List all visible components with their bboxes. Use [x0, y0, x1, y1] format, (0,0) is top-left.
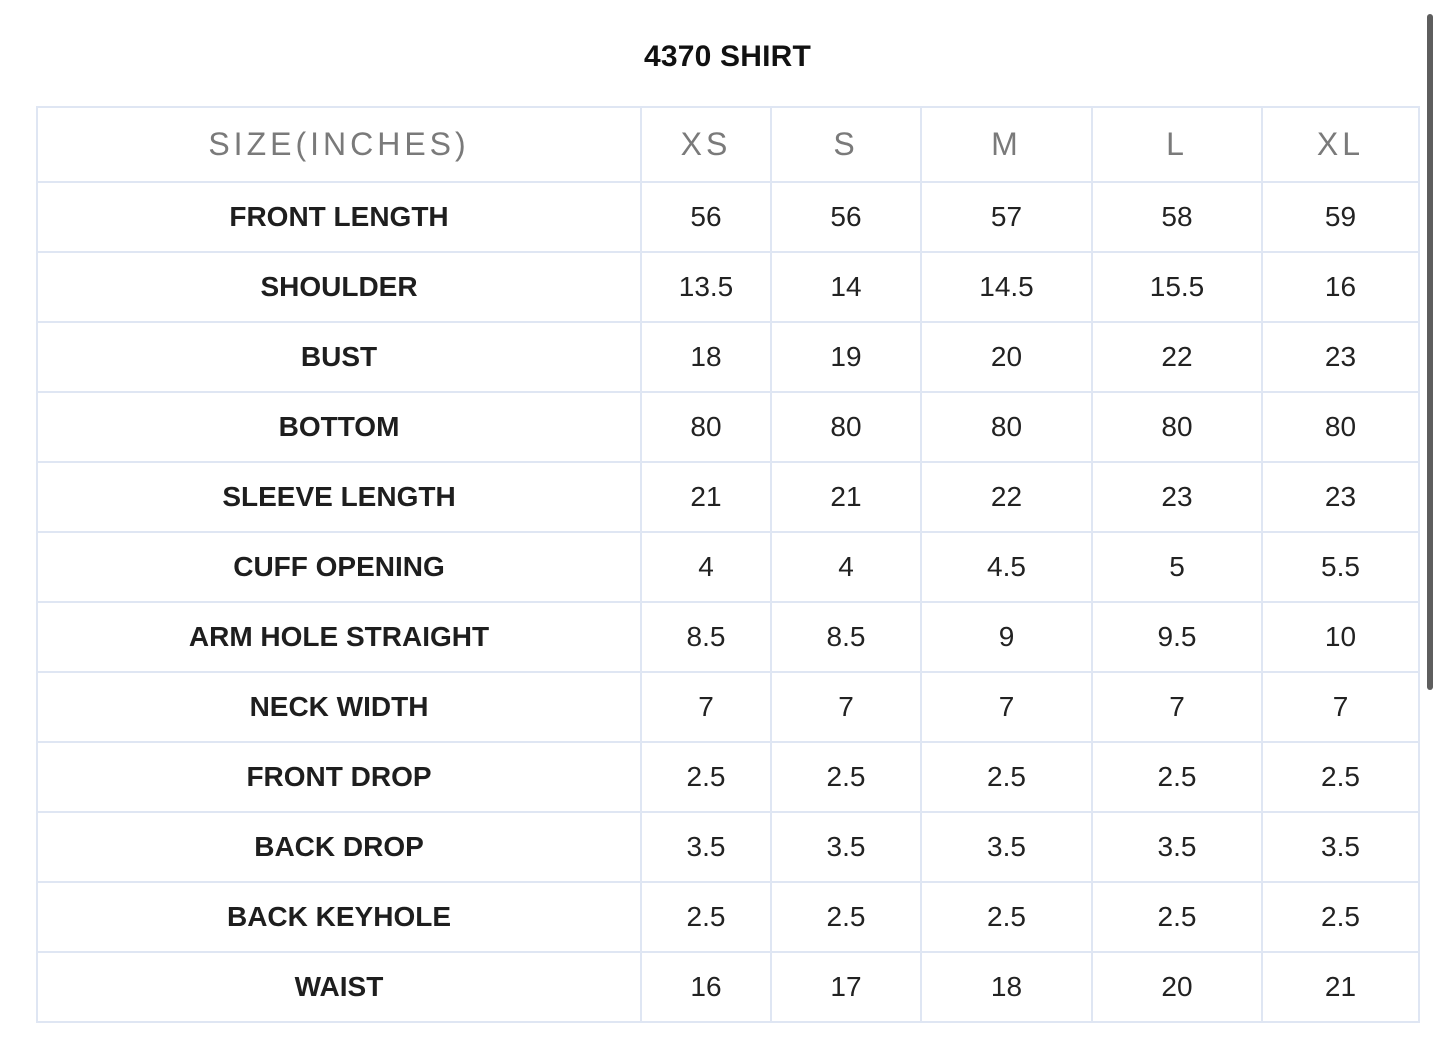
measurement-value: 3.5 [1262, 812, 1419, 882]
measurement-value: 4 [771, 532, 921, 602]
size-header-label: SIZE(INCHES) [37, 107, 641, 182]
measurement-value: 2.5 [771, 882, 921, 952]
measurement-value: 14.5 [921, 252, 1092, 322]
measurement-label: BUST [37, 322, 641, 392]
table-row [37, 532, 1419, 602]
measurement-value: 80 [641, 392, 771, 462]
table-row [37, 672, 1419, 742]
measurement-value: 21 [771, 462, 921, 532]
measurement-value: 22 [1092, 322, 1262, 392]
measurement-value: 16 [641, 952, 771, 1022]
measurement-value: 59 [1262, 182, 1419, 252]
table-row [37, 392, 1419, 462]
measurement-value: 2.5 [921, 742, 1092, 812]
measurement-label: NECK WIDTH [37, 672, 641, 742]
measurement-value: 57 [921, 182, 1092, 252]
measurement-label: FRONT DROP [37, 742, 641, 812]
measurement-value: 8.5 [641, 602, 771, 672]
measurement-value: 3.5 [1092, 812, 1262, 882]
table-row [37, 602, 1419, 672]
size-header-s: S [771, 107, 921, 182]
size-header-l: L [1092, 107, 1262, 182]
measurement-label: BACK KEYHOLE [37, 882, 641, 952]
table-row [37, 182, 1419, 252]
measurement-label: BOTTOM [37, 392, 641, 462]
measurement-value: 10 [1262, 602, 1419, 672]
measurement-value: 14 [771, 252, 921, 322]
table-row [37, 952, 1419, 1022]
measurement-value: 20 [1092, 952, 1262, 1022]
measurement-value: 22 [921, 462, 1092, 532]
measurement-value: 80 [1092, 392, 1262, 462]
measurement-value: 15.5 [1092, 252, 1262, 322]
page-title: 4370 SHIRT [643, 40, 812, 73]
measurement-value: 2.5 [1262, 882, 1419, 952]
measurement-label: FRONT LENGTH [37, 182, 641, 252]
measurement-value: 16 [1262, 252, 1419, 322]
measurement-value: 7 [771, 672, 921, 742]
measurement-value: 9 [921, 602, 1092, 672]
table-row [37, 252, 1419, 322]
measurement-value: 5 [1092, 532, 1262, 602]
scrollbar-thumb[interactable] [1427, 14, 1433, 690]
measurement-label: BACK DROP [37, 812, 641, 882]
measurement-value: 21 [641, 462, 771, 532]
measurement-value: 80 [1262, 392, 1419, 462]
measurement-value: 7 [641, 672, 771, 742]
measurement-label: SHOULDER [37, 252, 641, 322]
measurement-value: 2.5 [1092, 742, 1262, 812]
measurement-label: SLEEVE LENGTH [37, 462, 641, 532]
size-chart-table [36, 106, 1420, 1023]
measurement-label: WAIST [37, 952, 641, 1022]
measurement-value: 2.5 [921, 882, 1092, 952]
measurement-value: 21 [1262, 952, 1419, 1022]
size-header-xs: XS [641, 107, 771, 182]
measurement-value: 18 [921, 952, 1092, 1022]
measurement-value: 2.5 [1092, 882, 1262, 952]
measurement-label: ARM HOLE STRAIGHT [37, 602, 641, 672]
size-header-xl: XL [1262, 107, 1419, 182]
measurement-value: 3.5 [771, 812, 921, 882]
measurement-value: 7 [1262, 672, 1419, 742]
table-row [37, 742, 1419, 812]
measurement-value: 8.5 [771, 602, 921, 672]
measurement-value: 19 [771, 322, 921, 392]
measurement-value: 2.5 [1262, 742, 1419, 812]
vertical-scrollbar[interactable] [1417, 0, 1445, 1043]
measurement-value: 4 [641, 532, 771, 602]
measurement-value: 23 [1262, 462, 1419, 532]
size-header-m: M [921, 107, 1092, 182]
measurement-value: 58 [1092, 182, 1262, 252]
measurement-value: 80 [771, 392, 921, 462]
measurement-value: 4.5 [921, 532, 1092, 602]
table-header-row [37, 107, 1419, 182]
table-row [37, 812, 1419, 882]
table-body [37, 182, 1419, 1022]
measurement-label: CUFF OPENING [37, 532, 641, 602]
measurement-value: 3.5 [921, 812, 1092, 882]
table-row [37, 882, 1419, 952]
table-row [37, 462, 1419, 532]
measurement-value: 3.5 [641, 812, 771, 882]
measurement-value: 13.5 [641, 252, 771, 322]
measurement-value: 18 [641, 322, 771, 392]
measurement-value: 7 [1092, 672, 1262, 742]
table-row [37, 322, 1419, 392]
measurement-value: 2.5 [641, 742, 771, 812]
measurement-value: 56 [641, 182, 771, 252]
measurement-value: 56 [771, 182, 921, 252]
measurement-value: 23 [1262, 322, 1419, 392]
measurement-value: 17 [771, 952, 921, 1022]
measurement-value: 7 [921, 672, 1092, 742]
measurement-value: 5.5 [1262, 532, 1419, 602]
measurement-value: 2.5 [771, 742, 921, 812]
measurement-value: 80 [921, 392, 1092, 462]
measurement-value: 23 [1092, 462, 1262, 532]
measurement-value: 20 [921, 322, 1092, 392]
measurement-value: 2.5 [641, 882, 771, 952]
measurement-value: 9.5 [1092, 602, 1262, 672]
